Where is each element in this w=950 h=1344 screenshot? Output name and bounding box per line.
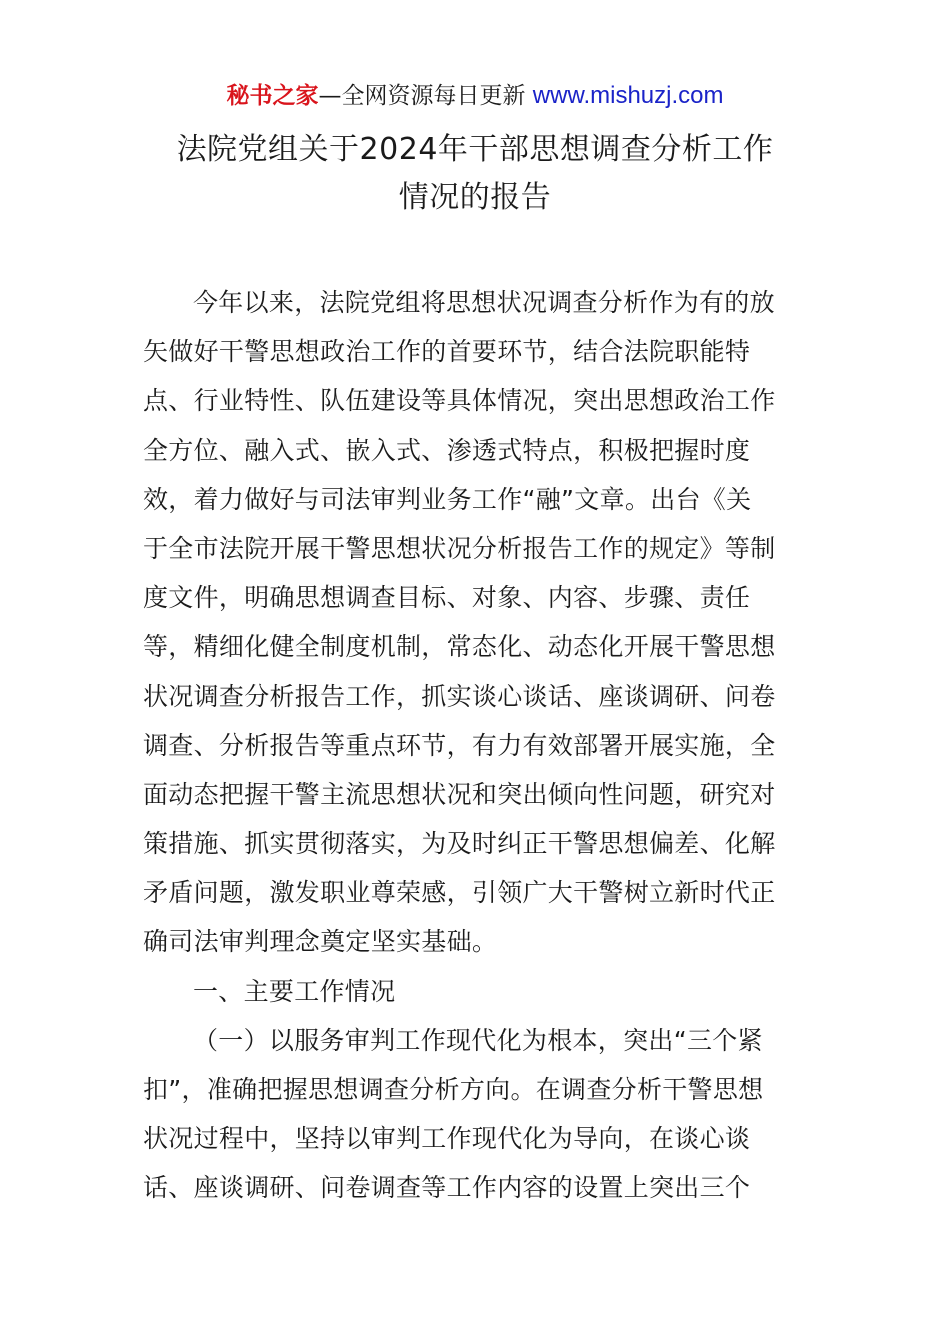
paragraph-line: 等，精细化健全制度机制，常态化、动态化开展干警思想 <box>143 632 776 662</box>
brand-name: 秘书之家 <box>226 83 319 109</box>
paragraph-line: 今年以来，法院党组将思想状况调查分析作为有的放 <box>193 288 775 317</box>
paragraph-line: 面动态把握干警主流思想状况和突出倾向性问题，研究对 <box>143 779 776 809</box>
paragraph-line: 度文件，明确思想调查目标、对象、内容、步骤、责任 <box>143 583 751 613</box>
paragraph-line: （一）以服务审判工作现代化为根本，突出“三个紧 <box>193 1025 763 1055</box>
paragraph-line: 全方位、融入式、嵌入式、渗透式特点，积极把握时度 <box>143 435 751 465</box>
paragraph-line: 确司法审判理念奠定坚实基础。 <box>143 927 498 957</box>
paragraph-line: 效，着力做好与司法审判业务工作“融”文章。出台《关 <box>143 484 752 514</box>
paragraph-line: 策措施、抓实贯彻落实，为及时纠正干警思想偏差、化解 <box>143 829 776 859</box>
paragraph-line: 扣”，准确把握思想调查分析方向。在调查分析干警思想 <box>143 1075 764 1104</box>
paragraph-line: 于全市法院开展干警思想状况分析报告工作的规定》等制 <box>143 533 776 563</box>
paragraph-line: 话、座谈调研、问卷调查等工作内容的设置上突出三个 <box>143 1173 751 1203</box>
paragraph-line: 调查、分析报告等重点环节，有力有效部署开展实施，全 <box>143 730 776 760</box>
paragraph-line: 状况调查分析报告工作，抓实谈心谈话、座谈调研、问卷 <box>143 681 776 711</box>
site-url-link[interactable]: www.mishuzj.com <box>532 82 724 109</box>
header-tagline: —全网资源每日更新 <box>318 83 533 109</box>
title-line: 情况的报告 <box>398 180 552 215</box>
paragraph-line: 矛盾问题，激发职业尊荣感，引领广大干警树立新时代正 <box>143 878 776 908</box>
site-header <box>0 80 950 112</box>
document-title <box>120 126 830 222</box>
document-body <box>143 278 807 1213</box>
paragraph-line: 矢做好干警思想政治工作的首要环节，结合法院职能特 <box>143 337 751 367</box>
section-heading: 一、主要工作情况 <box>193 976 396 1006</box>
paragraph-line: 点、行业特性、队伍建设等具体情况，突出思想政治工作 <box>143 386 776 416</box>
title-line: 法院党组关于2024年干部思想调查分析工作 <box>176 132 774 167</box>
paragraph-line: 状况过程中，坚持以审判工作现代化为导向，在谈心谈 <box>143 1124 751 1154</box>
